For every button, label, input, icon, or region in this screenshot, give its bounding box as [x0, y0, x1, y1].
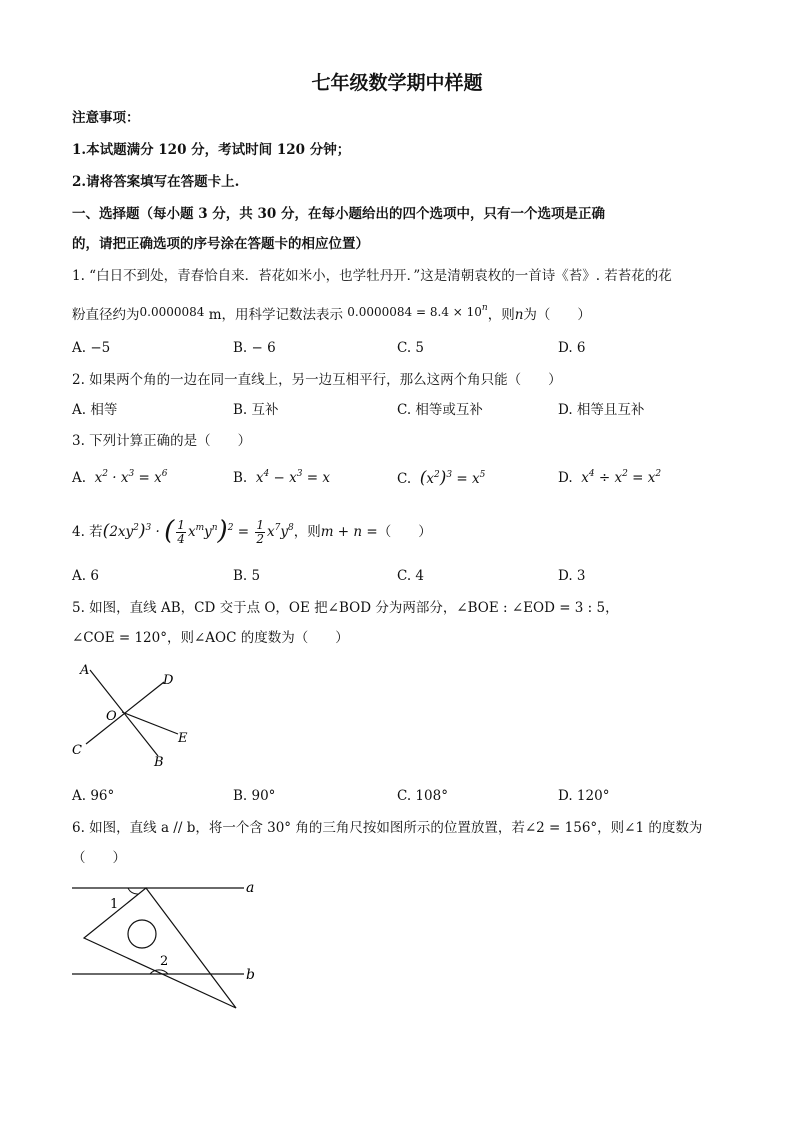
label-d: D — [163, 673, 174, 688]
q5-line-2: ∠COE = 120°，则∠AOC 的度数为（ ） — [72, 630, 349, 646]
q2-option-d[interactable]: D. 相等且互补 — [558, 402, 645, 418]
q1-line-2-d: 为（ ） — [523, 307, 591, 323]
q1-expression — [347, 305, 487, 319]
q5-figure — [70, 656, 200, 772]
q4-suffix-expr: m + n — [320, 524, 363, 540]
q4-option-a[interactable]: A. 6 — [72, 568, 99, 584]
q4-option-c[interactable]: C. 4 — [397, 568, 425, 584]
notice-heading: 注意事项： — [72, 110, 140, 126]
q1-number: 0.0000084 — [139, 305, 205, 319]
q3-option-d-formula: $x^4 \div x^2 = x^2$ — [581, 469, 662, 486]
q4-formula: $(2xy^2)^3$ · ( $\frac{1}{4}$ $x^my^n)^2$ = $\frac{1}{2}$ $x^7y^8$ — [102, 516, 294, 546]
q4-fraction-half: $\frac{1}{2}$ — [256, 518, 264, 546]
label-angle-2: 2 — [160, 954, 169, 969]
q1-line-2-b: m，用科学记数法表示 — [204, 307, 348, 323]
label-line-a: a — [246, 880, 255, 896]
label-c: C — [72, 743, 82, 758]
q3-option-c-formula: $(x^2)^3 = x^5$ — [419, 468, 486, 488]
page-title: 七年级数学期中样题 — [311, 72, 483, 94]
q3-option-d-label: D. — [558, 470, 573, 486]
section-heading-line-1: 一、选择题（每小题 3 分，共 30 分，在每小题给出的四个选项中，只有一个选项是正确 — [72, 206, 605, 222]
q1-line-2-c: ，则 — [487, 307, 515, 323]
section-heading-line-2: 的，请把正确选项的序号涂在答题卡的相应位置） — [72, 236, 369, 252]
q6-line-2: （ ） — [72, 850, 126, 866]
q3-option-c[interactable] — [397, 468, 485, 489]
q1-option-b[interactable]: B. − 6 — [233, 340, 276, 356]
ray-oe — [122, 712, 178, 734]
q1-line-2 — [72, 302, 591, 325]
q2-option-a[interactable]: A. 相等 — [72, 402, 118, 418]
q3-text: 3. 下列计算正确的是（ ） — [72, 433, 252, 449]
q3-option-d[interactable] — [558, 468, 661, 488]
q6-figure — [66, 876, 276, 1016]
q1-exponent: n — [481, 303, 488, 313]
ruler-hole — [128, 920, 156, 948]
q2-option-b[interactable]: B. 互补 — [233, 402, 279, 418]
q4-suffix: ，则 — [293, 524, 321, 540]
q1-option-a[interactable]: A. −5 — [72, 340, 111, 356]
angle-1-arc — [128, 888, 138, 894]
q2-option-c[interactable]: C. 相等或互补 — [397, 402, 483, 418]
q3-option-b-formula: $x^4 - x^3 = x$ — [255, 469, 330, 486]
q3-option-a-formula: $x^2 \cdot x^3 = x^6$ — [94, 469, 168, 486]
q1-option-c[interactable]: C. 5 — [397, 340, 425, 356]
q1-line-1: 1. “白日不到处，青春恰自来．苔花如米小，也学牡丹开．”这是清朝袁枚的一首诗《苔》. 若苔花的花 — [72, 268, 672, 284]
q2-text: 2. 如果两个角的一边在同一直线上，另一边互相平行，那么这两个角只能（ ） — [72, 372, 562, 388]
q4-text — [72, 518, 432, 546]
q5-option-a[interactable]: A. 96° — [72, 788, 115, 804]
q4-option-b[interactable]: B. 5 — [233, 568, 261, 584]
q1-line-2-a: 粉直径约为 — [72, 307, 140, 323]
q4-suffix-end: =（ ） — [362, 524, 432, 540]
label-b: B — [154, 755, 164, 770]
q6-line-1: 6. 如图，直线 a // b，将一个含 30° 角的三角尺按如图所示的位置放置，若∠2 = 156°，则∠1 的度数为 — [72, 820, 703, 836]
q5-line-1: 5. 如图，直线 AB，CD 交于点 O，OE 把∠BOD 分为两部分，∠BOE : ∠EOD = 3 : 5， — [72, 600, 619, 616]
q1-expression-base: 0.0000084 = 8.4 × 10 — [347, 305, 482, 319]
q5-option-d[interactable]: D. 120° — [558, 788, 610, 804]
q3-option-a-label: A. — [72, 470, 87, 486]
q1-option-d[interactable]: D. 6 — [558, 340, 586, 356]
q4-prefix: 4. 若 — [72, 524, 103, 540]
label-e: E — [178, 731, 188, 746]
label-o: O — [106, 709, 117, 724]
q4-fraction-quarter: $\frac{1}{4}$ — [177, 518, 185, 546]
q5-option-b[interactable]: B. 90° — [233, 788, 276, 804]
q5-option-c[interactable]: C. 108° — [397, 788, 448, 804]
q4-option-d[interactable]: D. 3 — [558, 568, 586, 584]
q3-option-b[interactable] — [233, 468, 330, 488]
label-line-b: b — [246, 967, 255, 983]
label-a: A — [80, 663, 90, 678]
q1-var: n — [514, 307, 524, 323]
q3-option-b-label: B. — [233, 470, 248, 486]
q3-option-c-label: C. — [397, 471, 412, 487]
triangle-ruler — [84, 888, 236, 1008]
notice-item-1: 1.本试题满分 120 分，考试时间 120 分钟； — [72, 142, 351, 158]
q3-option-a[interactable] — [72, 468, 167, 488]
notice-item-2: 2.请将答案填写在答题卡上. — [72, 174, 240, 190]
label-angle-1: 1 — [110, 897, 119, 912]
